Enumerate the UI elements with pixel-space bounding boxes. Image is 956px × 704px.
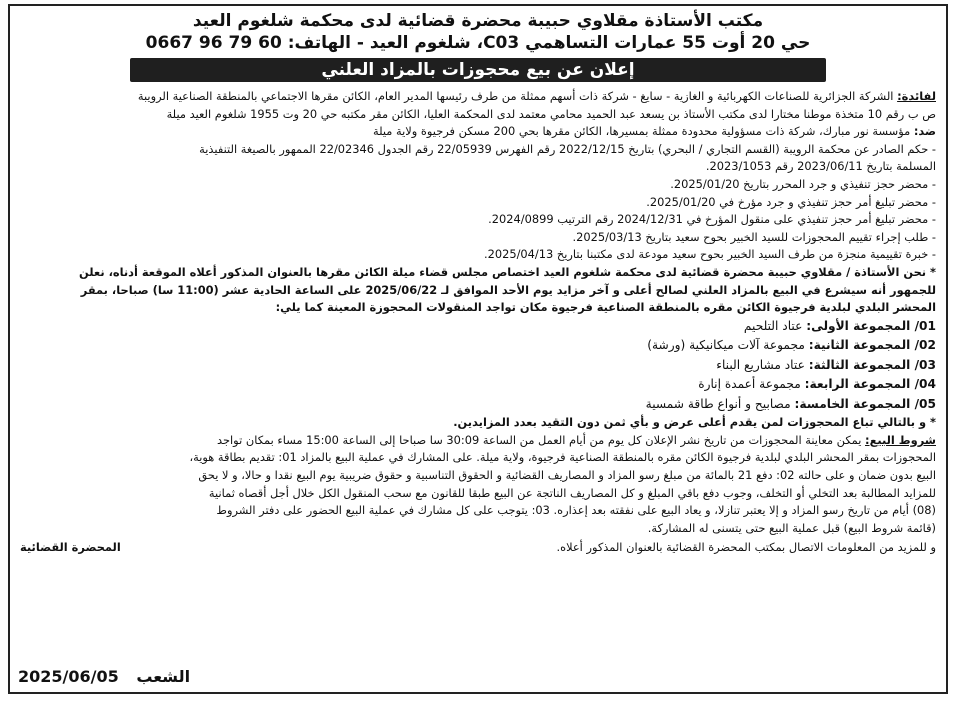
legal-notice-page (8, 4, 948, 694)
publication-footer (18, 666, 202, 688)
lot-group-4: 04/ المجموعة الرابعة: مجموعة أعمدة إنارة (698, 377, 936, 392)
announcement-line: للجمهور أنه سيشرع في البيع بالمزاد العلني لصالح أعلى و آخر مزايد يوم الأحد الموافق لـ 2025/06/22 على الساعة الحادية عشر (11:00 سا) صباحا، بمقر (80, 282, 936, 297)
beneficiary-text: الشركة الجزائرية للصناعات الكهربائية و الغازية - سايغ - شركة ذات أسهم ممثلة من طرف رئيسها المدير العام، الكائن مقرها الاجتماعي بالمنطقة الصناعية الرويبة (137, 89, 894, 103)
lot-group-1: 01/ المجموعة الأولى: عتاد التلحيم (743, 318, 936, 333)
notice-body (20, 88, 936, 556)
conditions-line: للمزايد المطالبة بعد التخلي أو التخلف، وجوب دفع باقي المبلغ و كل المصاريف الناتجة عن البيع طبقا للقانون مع سحب المنقول الكل خلال أجل أقصاه ثمانية (208, 485, 936, 500)
document-item: - محضر حجز تنفيذي و جرد المحرر بتاريخ 2025/01/20. (670, 176, 936, 191)
conditions-line: (08) أيام من تاريخ رسو المزاد و إلا يعتبر تنازلا، و يعاد البيع على نفقته بعد إعذاره. 03: يتوجب على كل مشارك في عملية البيع الحضور على دفتر الشروط (216, 503, 936, 518)
office-address: حي 20 أوت 55 عمارات التساهمي C03، شلغوم العيد - الهاتف: 60 79 96 0667 (145, 33, 811, 53)
lot-group-3: 03/ المجموعة الثالثة: عتاد مشاريع البناء (716, 357, 936, 372)
lot-group-5: 05/ المجموعة الخامسة: مصابيح و أنواع طاقة شمسية (645, 396, 936, 411)
debtor-label: ضد: (913, 124, 936, 139)
document-item: - محضر تبليغ أمر حجز تنفيذي على منقول المؤرخ في 2024/12/31 رقم الترتيب 2024/0899. (488, 212, 936, 227)
office-name: مكتب الأستاذة مقلاوي حبيبة محضرة قضائية لدى محكمة شلغوم العيد (192, 11, 764, 31)
contact-signature-row (20, 539, 936, 556)
sale-note: * و بالتالي تباع المحجوزات لمن يقدم أعلى عرض و بأي ثمن دون التقيد بعدد المزايدين. (453, 415, 936, 430)
signature-label: المحضرة القضائية (20, 540, 121, 555)
newspaper-name: الشعب (136, 667, 191, 686)
beneficiary-line (20, 88, 936, 106)
document-item: - خبرة تقييمية منجزة من طرف السيد الخبير بحوح سعيد مودعة لدى مكتبنا بتاريخ 2025/04/13. (483, 247, 936, 262)
document-item: - طلب إجراء تقييم المحجوزات للسيد الخبير بحوح سعيد بتاريخ 2025/03/13. (572, 229, 936, 244)
lot-group-2: 02/ المجموعة الثانية: مجموعة آلات ميكانيكية (ورشة) (647, 338, 936, 353)
conditions-line: البيع بدون ضمان و على حالته 02: دفع 21 بالمائة من مبلغ رسو المزاد و المصاريف القضائية و الحقوق التناسبية و حقوق ضريبية يوم البيع نقدا و حالا، و لا يحق (198, 468, 936, 482)
announcement-line: المحشر البلدي لبلدية فرجيوة الكائن مقره بالمنطقة الصناعية فرجيوة مكان تواجد المنقولات المحجوزة المعينة كما يلي: (275, 300, 936, 315)
debtor-text: مؤسسة نور مبارك، شركة ذات مسؤولية محدودة ممثلة بمسيرها، الكائن مقرها بحي 200 مسكن فرجيوة ولاية ميلة (372, 124, 911, 139)
conditions-label: شروط البيع: (865, 432, 936, 447)
announcement-line: * نحن الأستاذة / مقلاوي حبيبة محضرة قضائية لدى محكمة شلغوم العيد اختصاص مجلس قضاء ميلة الكائن مقرها بالعنوان المذكور أعلاه الموقعة أدناه، نعلن (79, 264, 936, 279)
contact-line: و للمزيد من المعلومات الاتصال بمكتب المحضرة القضائية بالعنوان المذكور أعلاه. (556, 540, 936, 555)
conditions-line: (قائمة شروط البيع) قبل عملية البيع حتى يتسنى له المشاركة. (647, 520, 936, 535)
debtor-line (20, 123, 936, 141)
beneficiary-label: لفائدة: (897, 89, 936, 103)
conditions-line: شروط البيع: يمكن معاينة المحجوزات من تاريخ نشر الإعلان كل يوم من أيام العمل من الساعة 30:09 سا صباحا إلى الساعة 15:00 مساء بمكان تواجد (217, 432, 936, 447)
conditions-line: المحجوزات بمقر المحشر البلدي لبلدية فرجيوة الكائن مقره بالمنطقة الصناعية فرجيوة، ولاية ميلة. على المشارك في عملية البيع بالمزاد 01: تقديم بطاقة هوية، (189, 450, 936, 465)
document-item: - حكم الصادر عن محكمة الرويبة (القسم التجاري / البحري) بتاريخ 2022/12/15 رقم الفهرس 22/05939 رقم الجدول 22/02346 الممهور بالصيغة التنفيذية (199, 141, 936, 156)
notice-title-banner: إعلان عن بيع محجوزات بالمزاد العلني (130, 58, 826, 82)
document-item: - محضر تبليغ أمر حجز تنفيذي و جرد مؤرخ في 2025/01/20. (646, 194, 936, 209)
beneficiary-address: ص ب رقم 10 متخذة موطنا مختارا لدى مكتب الأستاذ بن يسعد عبد الحميد محامي معتمد لدى المحكمة العليا، الكائن مقر مكتبه حي 20 وت 1955 شلغوم العيد ميلة (166, 106, 936, 121)
document-item: المسلمة بتاريخ 2023/06/11 رقم 2023/1053. (705, 159, 936, 174)
publication-date: 2025/06/05 (18, 667, 119, 686)
